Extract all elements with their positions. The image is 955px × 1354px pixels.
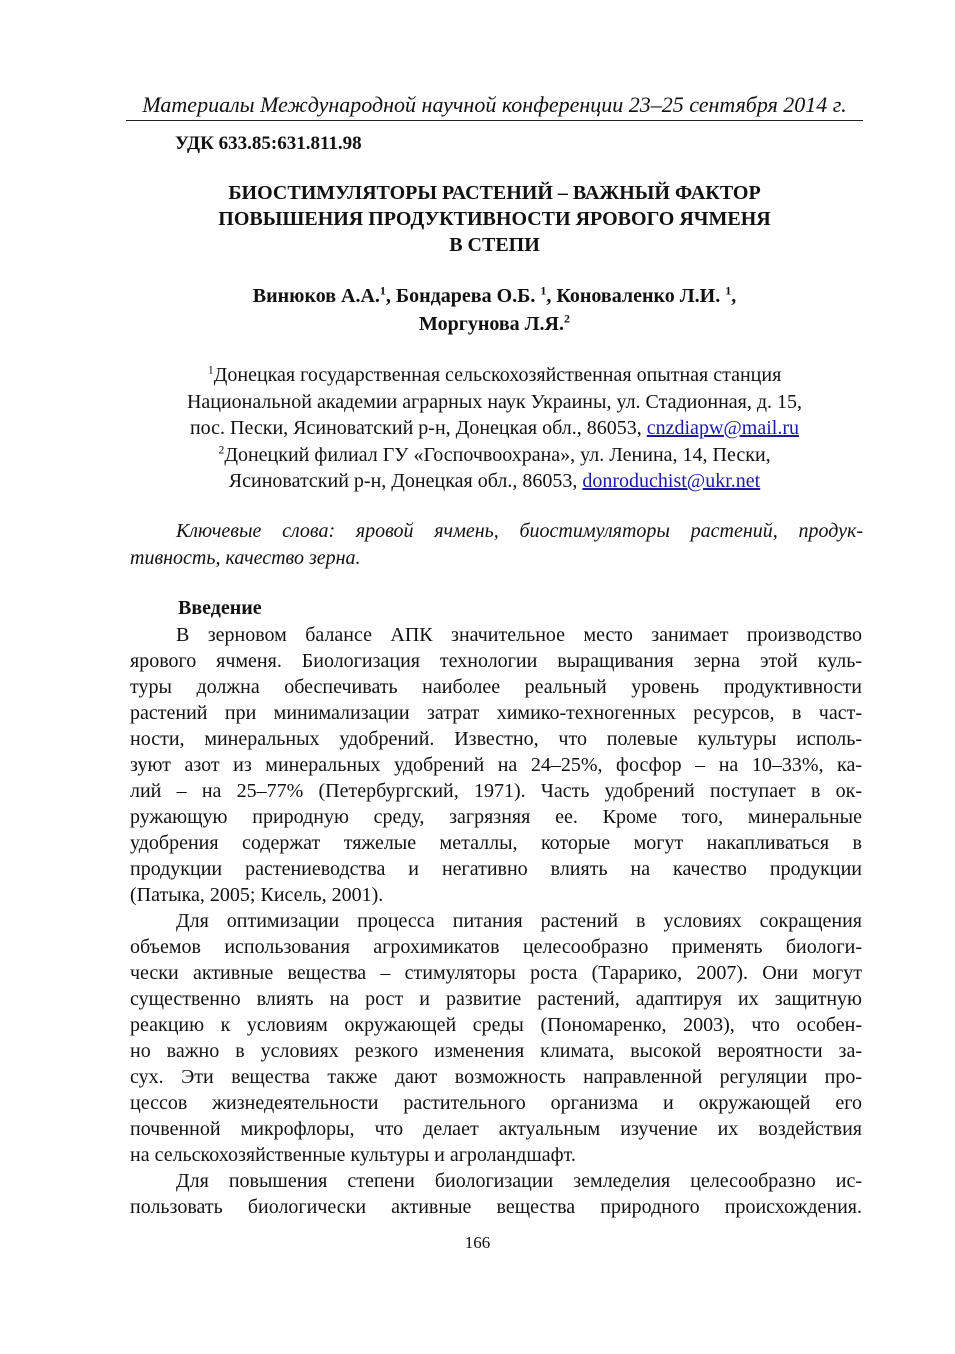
body-line: лий – на 25–77% (Петербургский, 1971). Часть удобрений поступает в ок- [130, 780, 862, 802]
author-name: , Бондарева О.Б. [385, 285, 536, 307]
body-line: растений при минимализации затрат химико-техногенных ресурсов, в част- [130, 702, 862, 724]
affiliations [126, 362, 863, 495]
body-line: удобрения содержат тяжелые металлы, которые могут накапливаться в [130, 832, 862, 854]
body-line: сух. Эти вещества также дают возможность направленной регуляции про- [130, 1066, 862, 1088]
body-line: ружающую природную среду, загрязняя ее. Кроме того, минеральные [130, 806, 862, 828]
affiliation-line-2: Национальной академии аграрных наук Украины, ул. Стадионная, д. 15, [186, 390, 803, 413]
body-line: но важно в условиях резкого изменения климата, высокой вероятности за- [130, 1040, 862, 1062]
affil-sup: 1 [207, 362, 214, 377]
author-affil-sup: 1 [540, 283, 547, 298]
body-line: (Патыка, 2005; Кисель, 2001). [130, 884, 384, 906]
body-line: Для оптимизации процесса питания растений в условиях сокращения [176, 910, 862, 932]
email-link-2[interactable]: donroduchist@ukr.net [582, 470, 761, 492]
affiliation-line-5 [126, 468, 863, 495]
author-affil-sup: 2 [564, 311, 570, 326]
body-line: пользовать биологически активные вещества природного происхождения. [130, 1196, 862, 1218]
author-list [126, 282, 863, 338]
paper-title [126, 180, 863, 258]
author-affil-sup: 1 [379, 283, 386, 298]
author-affil-sup: 1 [725, 283, 732, 298]
affiliation-text: Донецкий филиал ГУ «Госпочвоохрана», ул. Ленина, 14, Пески, [224, 443, 771, 466]
body-line: туры должна обеспечивать наиболее реальный уровень продуктивности [130, 676, 862, 698]
keywords-line-1: Ключевые слова: яровой ячмень, биостимуляторы растений, продук- [176, 520, 863, 542]
title-line-1: БИОСТИМУЛЯТОРЫ РАСТЕНИЙ – ВАЖНЫЙ ФАКТОР [228, 182, 761, 204]
body-line: существенно влиять на рост и развитие растений, адаптируя их защитную [130, 988, 862, 1010]
affiliation-line-4 [126, 442, 863, 469]
udc-code: УДК 633.85:631.811.98 [175, 133, 362, 154]
body-line: продукции растениеводства и негативно влиять на качество продукции [130, 858, 862, 880]
body-line: ности, минеральных удобрений. Известно, что полевые культуры исполь- [130, 728, 862, 750]
author-name: , Коноваленко Л.И. [546, 285, 721, 307]
title-line-2: ПОВЫШЕНИЯ ПРОДУКТИВНОСТИ ЯРОВОГО ЯЧМЕНЯ [218, 208, 771, 230]
title-line-3: В СТЕПИ [449, 234, 540, 256]
body-line: на сельскохозяйственные культуры и агроландшафт. [130, 1144, 576, 1166]
body-line: зуют азот из минеральных удобрений на 24–25%, фосфор – на 10–33%, ка- [130, 754, 862, 776]
body-line: реакцию к условиям окружающей среды (Пономаренко, 2003), что особен- [130, 1014, 862, 1036]
section-heading: Введение [178, 597, 262, 619]
affil-sup: 2 [218, 441, 225, 456]
body-line: В зерновом балансе АПК значительное место занимает производство [176, 624, 862, 646]
affiliation-text: Ясиноватский р-н, Донецкая обл., 86053, [228, 470, 583, 492]
affiliation-text: Донецкая государственная сельскохозяйственная опытная станция [213, 364, 782, 386]
author-separator: , [731, 285, 737, 307]
page-number: 166 [464, 1233, 491, 1252]
affiliation-text: пос. Пески, Ясиноватский р-н, Донецкая обл., 86053, [189, 417, 647, 439]
keywords-line-2: тивность, качество зерна. [130, 547, 361, 569]
body-line: чески активные вещества – стимуляторы роста (Тарарико, 2007). Они могут [130, 962, 862, 984]
body-line: ярового ячменя. Биологизация технологии выращивания зерна этой куль- [130, 650, 862, 672]
author-line-2 [126, 310, 863, 338]
affiliation-line-1 [126, 362, 863, 389]
affiliation-line-3 [126, 415, 863, 442]
author-name: Моргунова Л.Я. [419, 313, 564, 335]
body-line: объемов использования агрохимикатов целесообразно применять биологи- [130, 936, 862, 958]
running-header: Материалы Международной научной конференции 23–25 сентября 2014 г. [126, 92, 863, 121]
keywords [130, 518, 863, 572]
author-name: Винюков А.А. [252, 285, 380, 307]
body-text [130, 622, 862, 1220]
author-line-1 [126, 282, 863, 310]
email-link-1[interactable]: cnzdiapw@mail.ru [646, 417, 800, 439]
body-line: цессов жизнедеятельности растительного организма и окружающей его [130, 1092, 862, 1114]
body-line: почвенной микрофлоры, что делает актуальным изучение их воздействия [130, 1118, 862, 1140]
body-line: Для повышения степени биологизации земледелия целесообразно ис- [176, 1170, 862, 1192]
